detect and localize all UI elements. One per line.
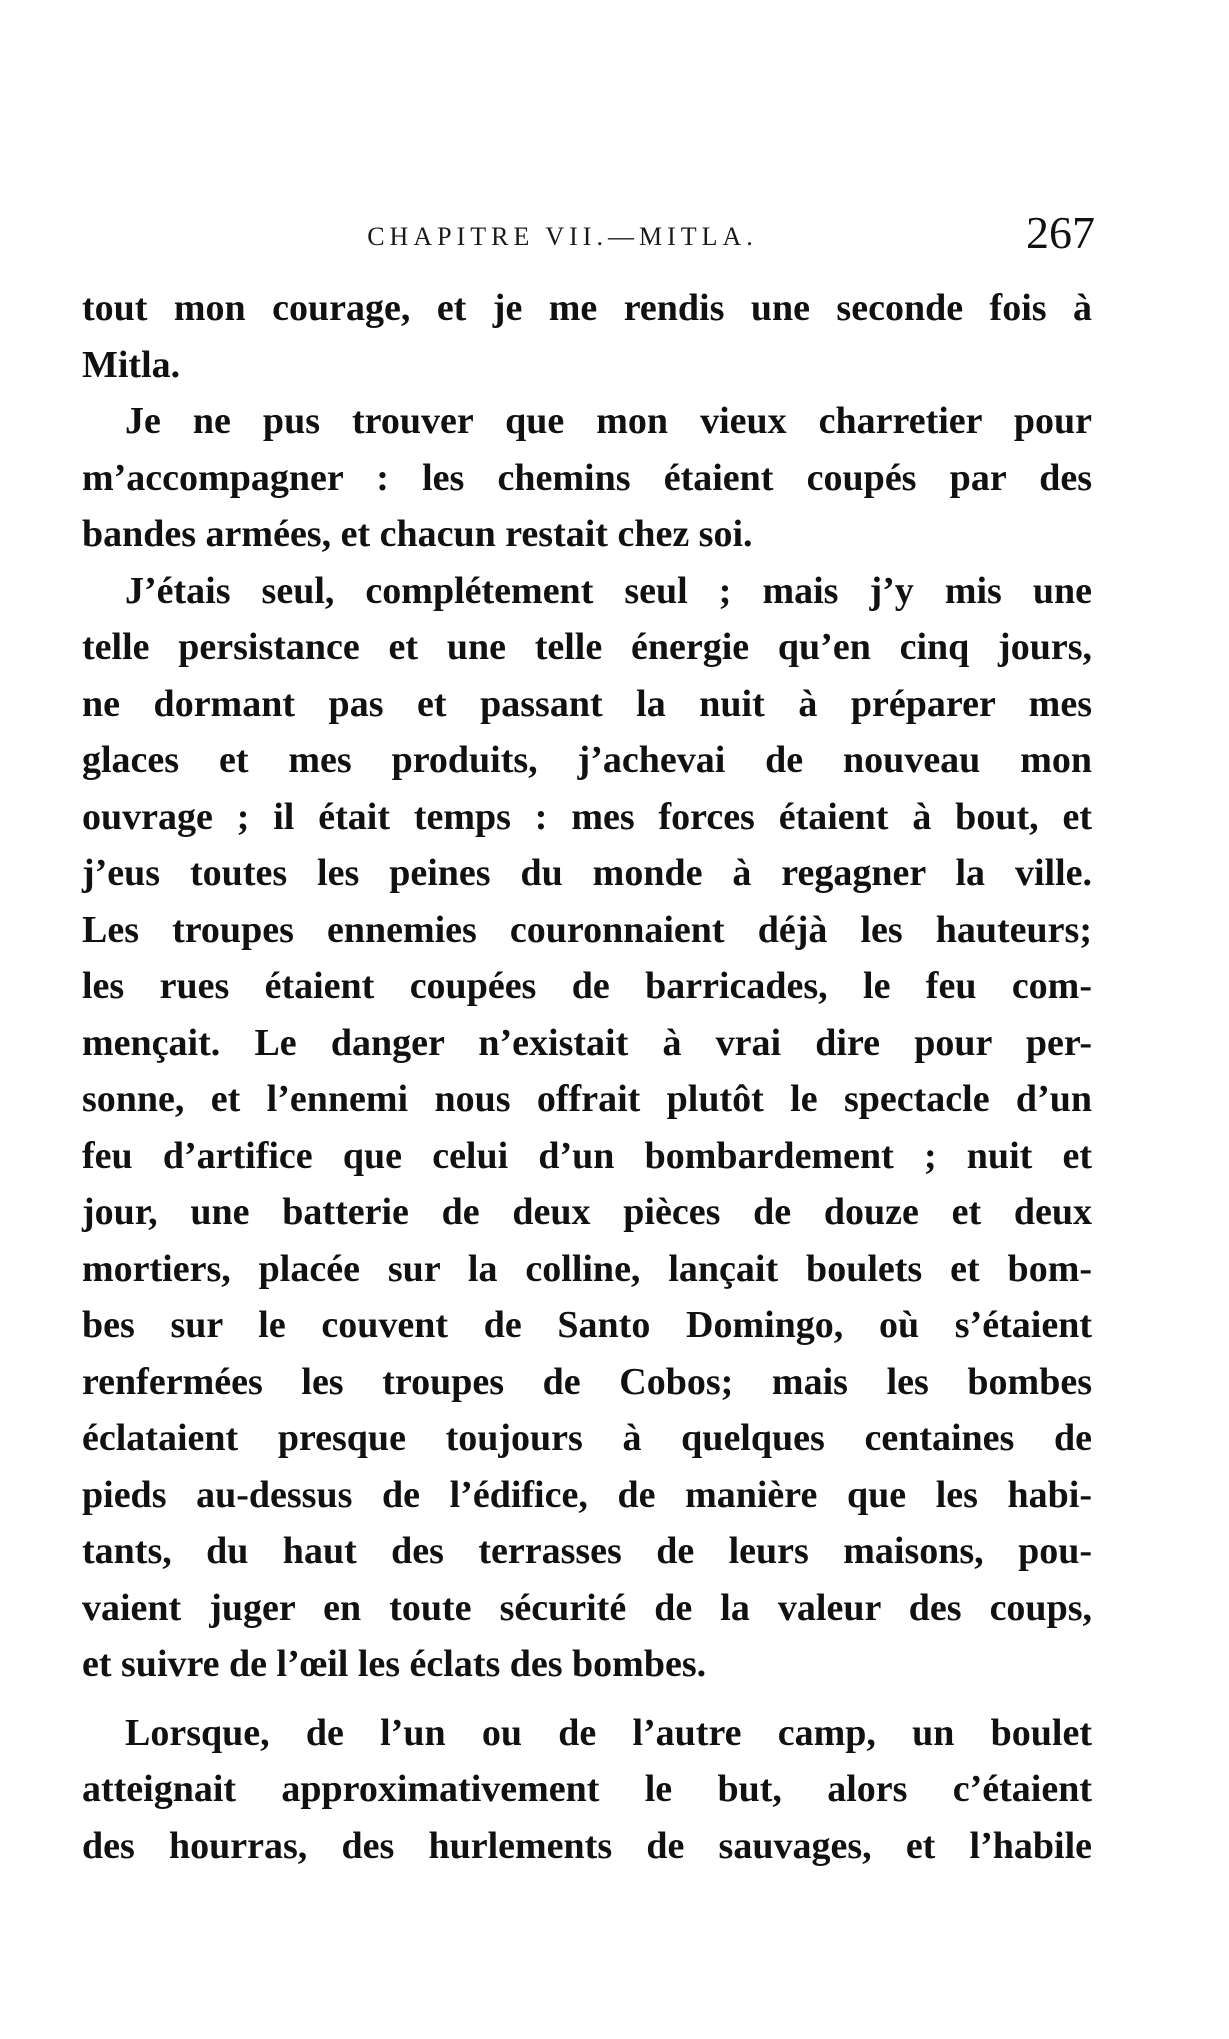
text-line: feu d’artifice que celui d’un bombardement ; nuit et bbox=[82, 1134, 1092, 1177]
text-line: et suivre de l’œil les éclats des bombes. bbox=[82, 1643, 707, 1685]
text-line: des hourras, des hurlements de sauvages, et l’habile bbox=[82, 1824, 1092, 1867]
text-line: tants, du haut des terrasses de leurs maisons, pou- bbox=[82, 1530, 1092, 1572]
text-line: m’accompagner : les chemins étaient coupés par des bbox=[82, 456, 1092, 499]
text-line: telle persistance et une telle énergie qu’en cinq jours, bbox=[82, 626, 1092, 668]
text-line: ouvrage ; il était temps : mes forces étaient à bout, et bbox=[82, 795, 1092, 838]
text-line: mençait. Le danger n’existait à vrai dire pour per- bbox=[82, 1021, 1092, 1064]
text-line: Les troupes ennemies couronnaient déjà les hauteurs; bbox=[82, 908, 1092, 951]
text-line: atteignait approximativement le but, alors c’étaient bbox=[82, 1768, 1092, 1810]
text-line: mortiers, placée sur la colline, lançait boulets et bom- bbox=[82, 1247, 1092, 1290]
text-line: tout mon courage, et je me rendis une seconde fois à bbox=[82, 287, 1092, 329]
text-line: jour, une batterie de deux pièces de douze et deux bbox=[82, 1191, 1092, 1233]
text-line: glaces et mes produits, j’achevai de nouveau mon bbox=[82, 739, 1092, 781]
page-number: 267 bbox=[1026, 207, 1095, 258]
text-line: vaient juger en toute sécurité de la valeur des coups, bbox=[82, 1586, 1092, 1629]
text-line: bandes armées, et chacun restait chez soi. bbox=[82, 513, 753, 555]
running-title: CHAPITRE VII.—MITLA. bbox=[367, 222, 758, 251]
text-line: j’eus toutes les peines du monde à regagner la ville. bbox=[82, 852, 1092, 894]
text-line: bes sur le couvent de Santo Domingo, où s’étaient bbox=[82, 1304, 1092, 1346]
text-line: Je ne pus trouver que mon vieux charretier pour bbox=[125, 400, 1092, 442]
text-line: Lorsque, de l’un ou de l’autre camp, un boulet bbox=[125, 1711, 1092, 1754]
text-line: sonne, et l’ennemi nous offrait plutôt le spectacle d’un bbox=[82, 1078, 1092, 1120]
text-line: ne dormant pas et passant la nuit à préparer mes bbox=[82, 682, 1092, 725]
body-text bbox=[82, 280, 1092, 1874]
text-line: éclataient presque toujours à quelques centaines de bbox=[82, 1417, 1092, 1459]
text-line: renfermées les troupes de Cobos; mais les bombes bbox=[82, 1360, 1092, 1403]
text-line: les rues étaient coupées de barricades, le feu com- bbox=[82, 965, 1092, 1007]
text-line: J’étais seul, complétement seul ; mais j’y mis une bbox=[125, 569, 1092, 612]
text-line: Mitla. bbox=[82, 343, 181, 386]
text-line: pieds au-dessus de l’édifice, de manière que les habi- bbox=[82, 1473, 1092, 1516]
